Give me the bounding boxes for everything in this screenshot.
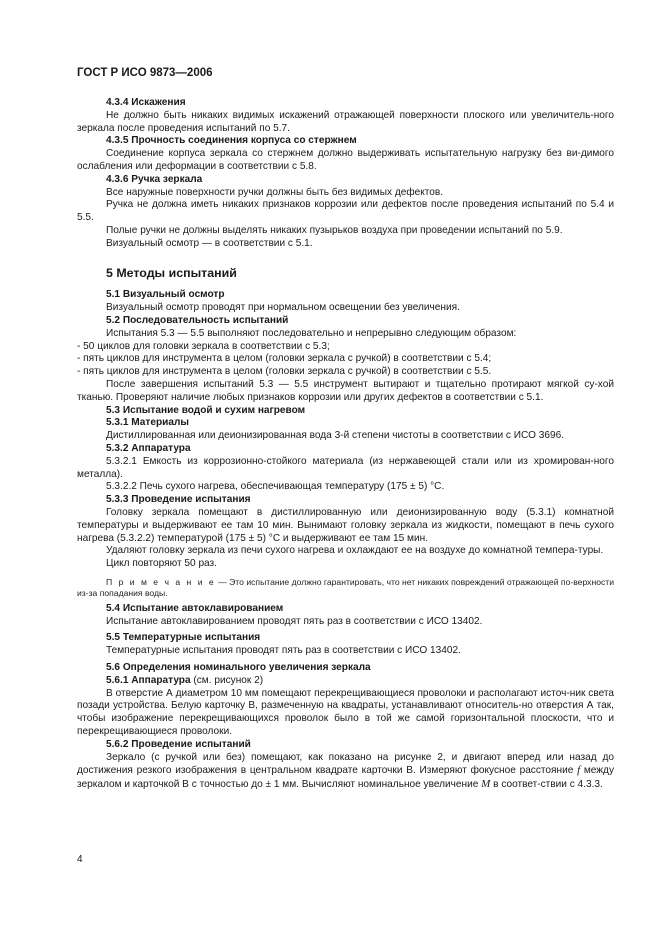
text-run: в соответ-ствии с 4.3.3. — [490, 779, 603, 791]
section-5-2-heading: 5.2 Последовательность испытаний — [106, 314, 289, 326]
section-5-1-heading: 5.1 Визуальный осмотр — [106, 289, 225, 301]
section-5-3-heading: 5.3 Испытание водой и сухим нагревом — [106, 404, 306, 416]
section-5-6-2-heading: 5.6.2 Проведение испытаний — [106, 738, 251, 750]
section-5-6-2-text — [77, 752, 614, 792]
page-number: 4 — [77, 854, 83, 865]
section-5-5-heading: 5.5 Температурные испытания — [106, 632, 261, 644]
section-5-6-1-heading — [77, 675, 614, 688]
section-5-3-1-heading: 5.3.1 Материалы — [106, 417, 189, 429]
section-4-3-5-heading: 4.3.5 Прочность соединения корпуса со стержнем — [106, 135, 357, 147]
note-label: П р и м е ч а н и е — [106, 576, 216, 587]
page-content — [77, 97, 614, 792]
section-4-3-6-text-4: Визуальный осмотр — в соответствии с 5.1. — [106, 237, 313, 249]
text-run: между зеркалом и карточкой В с точностью до ± 1 мм. Вычисляют номинальное увеличение — [77, 765, 614, 791]
section-5-6-1-title-ref: (см. рисунок 2) — [190, 674, 264, 686]
section-5-heading: 5 Методы испытаний — [106, 265, 237, 280]
note-text: — Это испытание должно гарантировать, что нет никаких повреждений отражающей по-верхности из-за попадания воды. — [77, 576, 615, 598]
section-5-6-1-title: 5.6.1 Аппаратура — [106, 674, 191, 686]
section-5-3-3-heading: 5.3.3 Проведение испытания — [106, 494, 251, 506]
section-5-3-2-1-text: 5.3.2.1 Емкость из коррозионно-стойкого материала (из нержавеющей стали или из хромирован-ного металла). — [77, 455, 614, 480]
section-4-3-4-text: Не должно быть никаких видимых искажений отражающей поверхности плоского или увеличитель-ного зеркала после проведения испытаний по 5.7. — [77, 109, 614, 134]
text-run: Зеркало (с ручкой или без) помещают, как показано на рисунке 2, и двигают вперед или назад до достижения резкого изображения в центральном квадрате карточки В. Измеряют фокусное расстояние — [77, 751, 614, 777]
section-4-3-5-text: Соединение корпуса зеркала со стержнем должно выдерживать испытательную нагрузку без ви-димого ослабления или деформации в соответствии с 5.8. — [77, 148, 614, 172]
section-4-3-4-heading: 4.3.4 Искажения — [106, 97, 186, 108]
section-5-4-text: Испытание автоклавированием проводят пять раз в соответствии с ИСО 13402. — [106, 615, 483, 627]
section-4-3-6-text-2: Ручка не должна иметь никаких признаков коррозии или дефектов после проведения испытаний по 5.4 и 5.5. — [77, 199, 614, 224]
section-5-3-3-text-2: Удаляют головку зеркала из печи сухого нагрева и охлаждают ее на воздухе до комнатной темпера-туры. — [106, 545, 604, 557]
section-5-3-1-text: Дистиллированная или деионизированная вода 3-й степени чистоты в соответствии с ИСО 3696. — [106, 430, 565, 442]
list-item: - пять циклов для инструмента в целом (головки зеркала с ручкой) в соответствии с 5.5. — [77, 366, 492, 378]
section-5-3-2-heading: 5.3.2 Аппаратура — [106, 442, 191, 454]
section-4-3-6-heading: 4.3.6 Ручка зеркала — [106, 173, 203, 185]
section-5-3-3-text-3: Цикл повторяют 50 раз. — [106, 558, 217, 570]
section-5-2-text-2: После завершения испытаний 5.3 — 5.5 инструмент вытирают и тщательно протирают мягкой су-хой тканью. Проверяют наличие любых признаков коррозии или других дефектов в соответствии с 5.1. — [77, 378, 614, 403]
section-5-5-text: Температурные испытания проводят пять раз в соответствии с ИСО 13402. — [106, 645, 461, 657]
variable-f: f — [577, 764, 581, 777]
section-4-3-6-text-1: Все наружные поверхности ручки должны быть без видимых дефектов. — [106, 186, 444, 198]
section-5-1-text: Визуальный осмотр проводят при нормальном освещении без увеличения. — [106, 302, 460, 314]
list-item: - пять циклов для инструмента в целом (головки зеркала с ручкой) в соответствии с 5.4; — [77, 353, 492, 365]
section-5-2-text-1: Испытания 5.3 — 5.5 выполняют последовательно и непрерывно следующим образом: — [106, 327, 517, 339]
section-5-4-heading: 5.4 Испытание автоклавированием — [106, 602, 284, 614]
section-4-3-6-text-3: Полые ручки не должны выделять никаких пузырьков воздуха при проведении испытаний по 5.9. — [106, 224, 563, 236]
document-header: ГОСТ Р ИСО 9873—2006 — [77, 67, 213, 79]
section-5-3-2-2-text: 5.3.2.2 Печь сухого нагрева, обеспечивающая температуру (175 ± 5) °С. — [106, 481, 445, 493]
list-item: - 50 циклов для головки зеркала в соответствии с 5.3; — [77, 340, 330, 352]
note — [77, 577, 614, 599]
section-5-6-1-text: В отверстие А диаметром 10 мм помещают перекрещивающиеся проволоки и располагают источ-ник света позади устройства. Белую карточку В, размеченную на квадраты, устанавливают относитель-но отверстия А так, чтобы изображение перекрещивающихся проволок было в той же самой горизонтальной плоскости, что и перекрещивающиеся проволоки. — [77, 687, 614, 738]
section-5-3-3-text-1: Головку зеркала помещают в дистиллированную или деионизированную воду (5.3.1) комнатной температуры и выдерживают ее там 10 мин. Вынимают головку зеркала из жидкости, помещают в печь сухого нагрева (5.3.2.2) температурой (175 ± 5) °С и выдерживают ее там 15 мин. — [77, 506, 614, 544]
variable-m: M — [481, 778, 491, 791]
section-5-6-heading: 5.6 Определения номинального увеличения зеркала — [106, 662, 371, 674]
